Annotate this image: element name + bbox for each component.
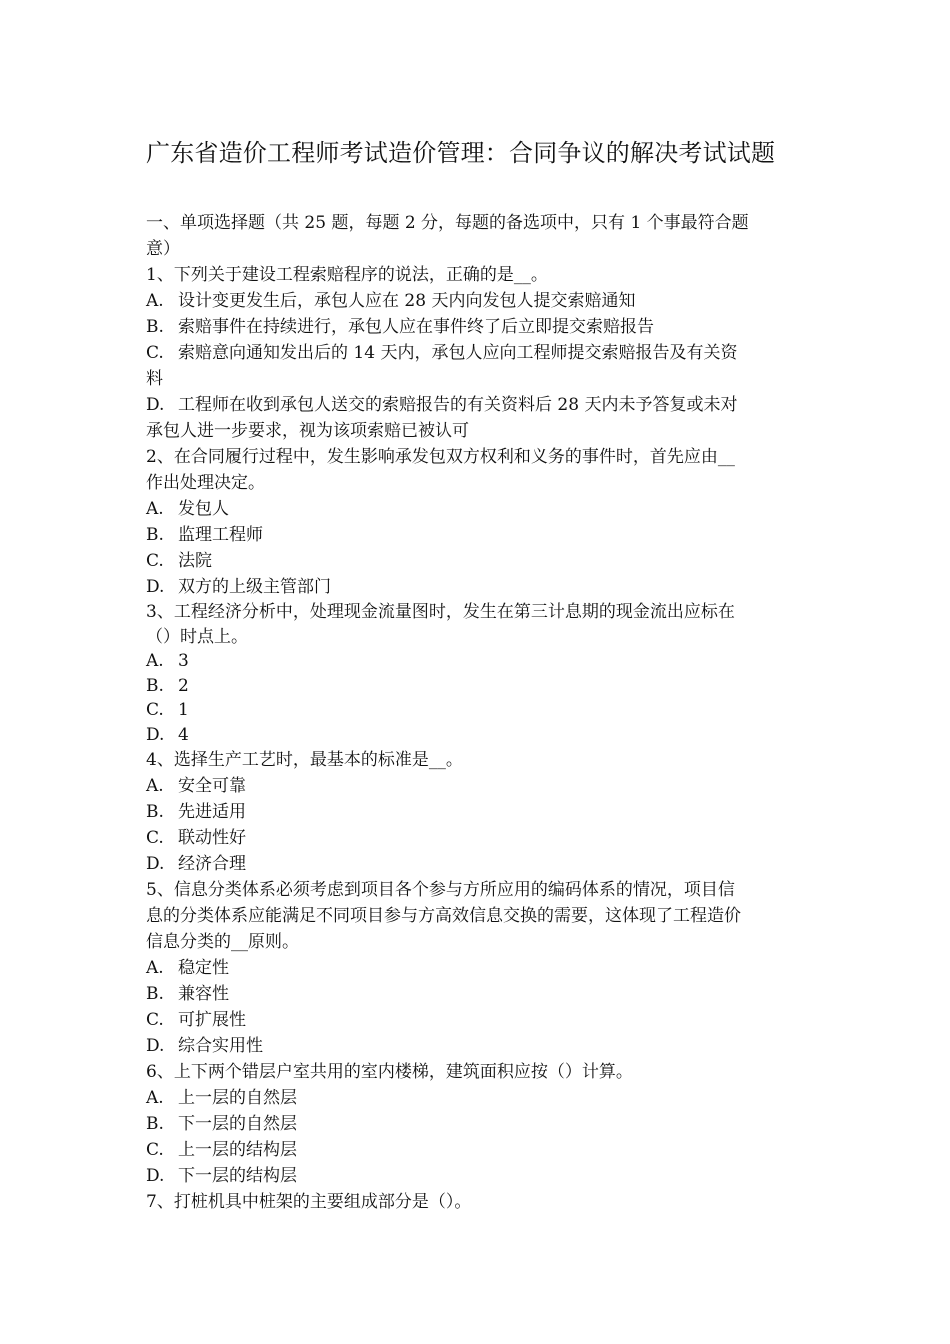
option-letter: B.	[146, 525, 164, 545]
option-letter: B.	[146, 1114, 164, 1134]
option-d	[146, 418, 818, 444]
option-letter: C.	[146, 343, 164, 363]
option-d	[146, 392, 818, 418]
option-letter: D.	[146, 577, 165, 597]
option-text: 综合实用性	[178, 1036, 263, 1056]
option-text: 双方的上级主管部门	[178, 577, 331, 597]
option-text: 1	[178, 700, 189, 720]
option-text: 下一层的结构层	[178, 1166, 297, 1186]
option-c	[146, 825, 818, 851]
option-text: 联动性好	[178, 828, 246, 848]
option-c	[146, 698, 818, 723]
option-letter: A.	[146, 291, 164, 311]
option-d	[146, 574, 818, 600]
question-stem: 2、在合同履行过程中，发生影响承发包双方权利和义务的事件时，首先应由__	[146, 447, 735, 467]
option-letter: D.	[146, 1166, 165, 1186]
option-c	[146, 366, 818, 392]
option-text: 索赔事件在持续进行，承包人应在事件终了后立即提交索赔报告	[178, 317, 654, 337]
option-letter: C.	[146, 1140, 164, 1160]
question-stem: 1、下列关于建设工程索赔程序的说法，正确的是__。	[146, 265, 548, 285]
option-letter: A.	[146, 651, 164, 671]
option-letter: B.	[146, 802, 164, 822]
option-letter: D.	[146, 724, 165, 745]
document-title: 广东省造价工程师考试造价管理：合同争议的解决考试试题	[146, 139, 776, 167]
option-d	[146, 851, 818, 877]
option-text: 2	[178, 675, 189, 696]
option-letter: B.	[146, 984, 164, 1004]
question-6	[146, 1059, 818, 1189]
option-text: 兼容性	[178, 984, 229, 1004]
question-stem: 作出处理决定。	[146, 473, 265, 493]
option-letter: B.	[146, 675, 164, 696]
question-3	[146, 600, 818, 747]
option-d	[146, 1163, 818, 1189]
option-text: 经济合理	[178, 854, 246, 874]
question-stem: （）时点上。	[146, 626, 248, 647]
option-letter: C.	[146, 551, 164, 571]
option-text: 工程师在收到承包人送交的索赔报告的有关资料后 28 天内未予答复或未对	[178, 395, 738, 415]
question-list	[146, 210, 818, 1215]
option-c	[146, 548, 818, 574]
question-2	[146, 444, 818, 600]
section-heading: 一、单项选择题（共 25 题，每题 2 分，每题的备选项中，只有 1 个事最符合题	[146, 213, 749, 233]
option-letter: A.	[146, 499, 164, 519]
option-text: 3	[178, 651, 189, 671]
option-d	[146, 723, 818, 748]
question-stem: 3、工程经济分析中，处理现金流量图时，发生在第三计息期的现金流出应标在	[146, 602, 735, 622]
option-c	[146, 1137, 818, 1163]
option-d	[146, 1033, 818, 1059]
option-b	[146, 981, 818, 1007]
question-1	[146, 262, 818, 444]
question-5	[146, 877, 818, 1059]
option-text: 设计变更发生后，承包人应在 28 天内向发包人提交索赔通知	[178, 291, 636, 311]
question-4	[146, 747, 818, 877]
question-7	[146, 1189, 818, 1215]
question-stem: 7、打桩机具中桩架的主要组成部分是（）。	[146, 1192, 472, 1212]
option-letter: A.	[146, 776, 164, 796]
option-b	[146, 674, 818, 699]
option-a	[146, 1085, 818, 1111]
option-text: 先进适用	[178, 802, 246, 822]
section-heading-cont: 意）	[146, 239, 180, 259]
option-a	[146, 955, 818, 981]
question-stem: 息的分类体系应能满足不同项目参与方高效信息交换的需要，这体现了工程造价	[146, 906, 741, 926]
option-letter: C.	[146, 828, 164, 848]
option-b	[146, 522, 818, 548]
option-text: 稳定性	[178, 958, 229, 978]
option-text: 下一层的自然层	[178, 1114, 297, 1134]
option-text: 承包人进一步要求，视为该项索赔已被认可	[146, 421, 469, 441]
option-c	[146, 340, 818, 366]
option-letter: A.	[146, 958, 164, 978]
option-text: 法院	[178, 551, 212, 571]
option-letter: C.	[146, 1010, 164, 1030]
option-a	[146, 288, 818, 314]
option-letter: D.	[146, 854, 165, 874]
option-text: 监理工程师	[178, 525, 263, 545]
option-letter: D.	[146, 395, 165, 415]
option-text: 发包人	[178, 499, 229, 519]
question-stem: 4、选择生产工艺时，最基本的标准是__。	[146, 750, 463, 770]
option-letter: C.	[146, 700, 164, 720]
option-letter: D.	[146, 1036, 165, 1056]
option-a	[146, 773, 818, 799]
option-b	[146, 314, 818, 340]
option-a	[146, 649, 818, 674]
option-text: 索赔意向通知发出后的 14 天内，承包人应向工程师提交索赔报告及有关资	[178, 343, 738, 363]
question-stem: 5、信息分类体系必须考虑到项目各个参与方所应用的编码体系的情况，项目信	[146, 880, 735, 900]
option-letter: A.	[146, 1088, 164, 1108]
option-text: 上一层的自然层	[178, 1088, 297, 1108]
option-b	[146, 1111, 818, 1137]
question-stem: 6、上下两个错层户室共用的室内楼梯，建筑面积应按（）计算。	[146, 1062, 633, 1082]
option-text: 安全可靠	[178, 776, 246, 796]
option-letter: B.	[146, 317, 164, 337]
option-c	[146, 1007, 818, 1033]
option-b	[146, 799, 818, 825]
option-a	[146, 496, 818, 522]
option-text: 4	[178, 724, 189, 745]
option-text: 料	[146, 369, 163, 389]
option-text: 可扩展性	[178, 1010, 246, 1030]
option-text: 上一层的结构层	[178, 1140, 297, 1160]
question-stem: 信息分类的__原则。	[146, 932, 299, 952]
